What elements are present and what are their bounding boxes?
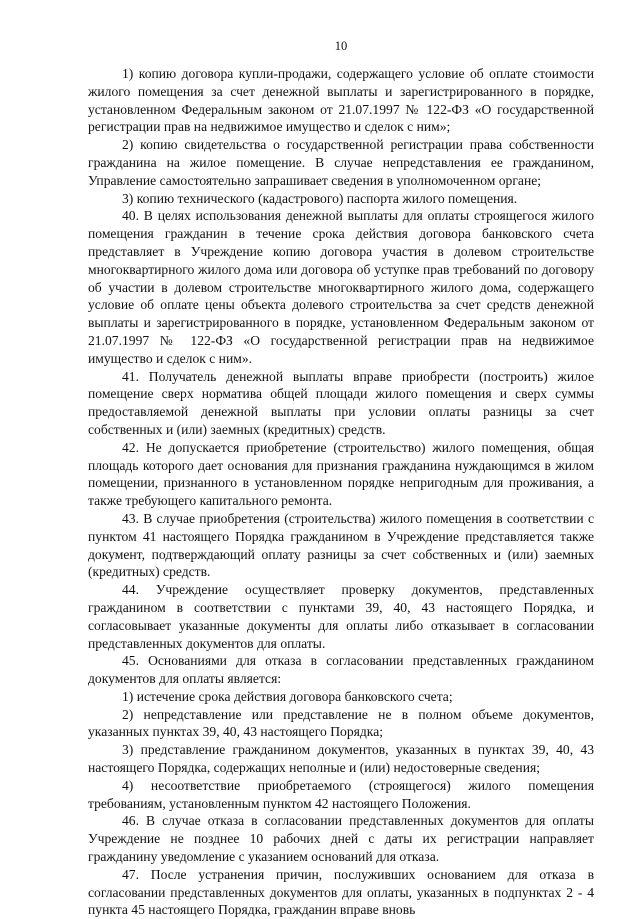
paragraph-item-3-technical-passport: 3) копию технического (кадастрового) паспорта жилого помещения. <box>122 190 518 206</box>
paragraph-clause-43: 43. В случае приобретения (строительства) жилого помещения в соответствии с пунктом 41 настоящего Порядка гражданином в Учреждение представляется также документ, подтверждающий оплату разницы за счет собственных и (или) заемных (кредитных) средств. <box>88 510 594 580</box>
document-page <box>88 38 594 919</box>
paragraph-clause-47: 47. После устранения причин, послуживших основанием для отказа в согласовании представленных документов для оплаты, указанных в подпунктах 2 - 4 пункта 45 настоящего Порядка, гражданин вправе вновь <box>88 866 594 918</box>
paragraph-clause-42: 42. Не допускается приобретение (строительство) жилого помещения, общая площадь которого дает основания для признания гражданина нуждающимся в жилом помещении, признанного в установленном порядке непригодным для проживания, а также требующего капитального ремонта. <box>88 439 594 509</box>
paragraph-clause-46: 46. В случае отказа в согласовании представленных документов для оплаты Учреждение не позднее 10 рабочих дней с даты их регистрации направляет гражданину уведомление с указанием оснований для отказа. <box>88 813 594 865</box>
paragraph-clause-45-item-4: 4) несоответствие приобретаемого (строящегося) жилого помещения требованиям, установленным пунктом 42 настоящего Положения. <box>88 777 594 811</box>
paragraph-clause-44: 44. Учреждение осуществляет проверку документов, представленных гражданином в соответствии с пунктами 39, 40, 43 настоящего Порядка, и согласовывает указанные документы для оплаты либо отказывает в согласовании представленных документов для оплаты. <box>88 582 594 651</box>
paragraph-item-1-sale-contract: 1) копию договора купли-продажи, содержащего условие об оплате стоимости жилого помещения за счет денежной выплаты и зарегистрированного в порядке, установленном Федеральным законом от 21.07.1997 № 122-ФЗ «О государственной регистрации прав на недвижимое имущество и сделок с ним»; <box>88 66 594 135</box>
paragraph-clause-45-item-2: 2) непредставление или представление не в полном объеме документов, указанных пунктах 39, 40, 43 настоящего Порядка; <box>88 706 594 740</box>
paragraph-item-2-ownership-certificate: 2) копию свидетельства о государственной регистрации права собственности гражданина на жилое помещение. В случае непредставления ее гражданином, Управление самостоятельно запрашивает сведения в уполномоченном органе; <box>88 137 594 188</box>
paragraph-clause-41: 41. Получатель денежной выплаты вправе приобрести (построить) жилое помещение сверх норматива общей площади жилого помещения и сверх суммы предоставляемой денежной выплаты при условии оплаты разницы за счет собственных и (или) заемных (кредитных) средств. <box>88 368 594 437</box>
paragraph-clause-45-item-1: 1) истечение срока действия договора банковского счета; <box>122 688 453 704</box>
paragraph-clause-45: 45. Основаниями для отказа в согласовании представленных гражданином документов для оплаты является: <box>88 653 594 687</box>
paragraph-clause-45-item-3: 3) представление гражданином документов, указанных в пунктах 39, 40, 43 настоящего Порядка, содержащих неполные и (или) недостоверные сведения; <box>88 742 594 776</box>
paragraph-clause-40: 40. В целях использования денежной выплаты для оплаты строящегося жилого помещения гражданин в течение срока действия договора банковского счета представляет в Учреждение копию договора участия в долевом строительстве многоквартирного жилого дома или договора об уступке прав требований по договору об участии в долевом строительстве многоквартирного жилого дома, содержащего условие об оплате цены объекта долевого строительства за счет средств денежной выплаты и зарегистрированного в порядке, установленном Федеральным законом от 21.07.1997 № 122-ФЗ «О государственной регистрации прав на недвижимое имущество и сделок с ним». <box>88 208 594 366</box>
page-number: 10 <box>334 39 348 53</box>
